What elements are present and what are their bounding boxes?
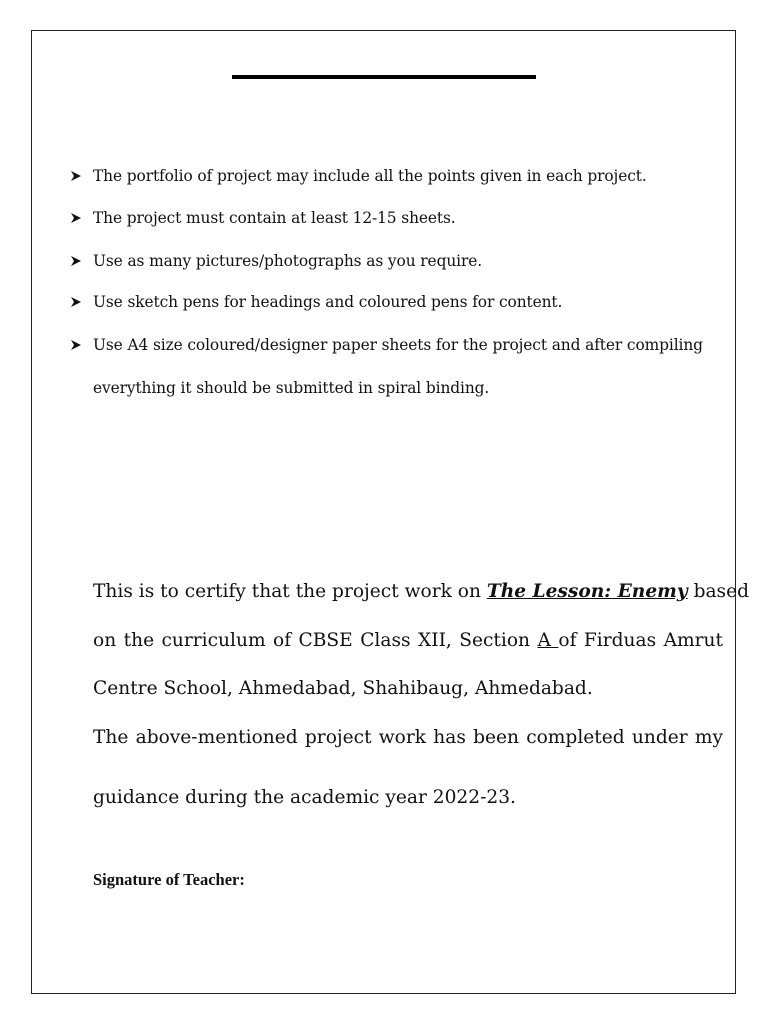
instruction-continuation <box>70 367 730 410</box>
arrow-bullet-icon <box>70 155 84 198</box>
instruction-text: Use as many pictures/photographs as you require. <box>93 252 483 270</box>
title-underline <box>232 75 536 79</box>
certificate-phrase: on the curriculum of CBSE Class XII, Section <box>93 630 531 651</box>
certificate-line <box>93 787 723 808</box>
certificate-phrase: guidance during the academic year 2022-23. <box>93 787 516 808</box>
arrow-bullet-icon <box>70 240 84 283</box>
instruction-text: The portfolio of project may include all the points given in each project. <box>93 167 647 185</box>
certificate-phrase: of Firduas Amrut <box>558 630 723 651</box>
instruction-item <box>70 240 730 283</box>
instruction-text: Use A4 size coloured/designer paper sheets for the project and after compiling <box>93 336 703 354</box>
certificate-phrase: Centre School, Ahmedabad, Shahibaug, Ahmedabad. <box>93 678 593 699</box>
certificate-line <box>93 630 723 651</box>
certificate-phrase: The above-mentioned project work has been completed under my <box>93 727 723 748</box>
section-letter: A <box>537 630 551 651</box>
instruction-text: The project must contain at least 12-15 sheets. <box>93 209 456 227</box>
instruction-text: Use sketch pens for headings and coloured pens for content. <box>93 293 563 311</box>
instruction-item <box>70 155 730 198</box>
certificate-line <box>93 727 723 748</box>
instruction-item <box>70 324 730 367</box>
arrow-bullet-icon <box>70 324 84 367</box>
certificate-line <box>93 678 723 699</box>
instruction-item <box>70 197 730 240</box>
arrow-bullet-icon <box>70 281 84 324</box>
certificate-phrase: based <box>693 581 749 602</box>
arrow-bullet-icon <box>70 197 84 240</box>
certificate-line <box>93 581 749 602</box>
instruction-text: everything it should be submitted in spiral binding. <box>93 379 490 397</box>
instruction-item <box>70 281 730 324</box>
certificate-phrase: This is to certify that the project work on <box>93 581 481 602</box>
signature-label: Signature of Teacher: <box>93 870 245 889</box>
project-subject: The Lesson: Enemy <box>486 581 688 602</box>
